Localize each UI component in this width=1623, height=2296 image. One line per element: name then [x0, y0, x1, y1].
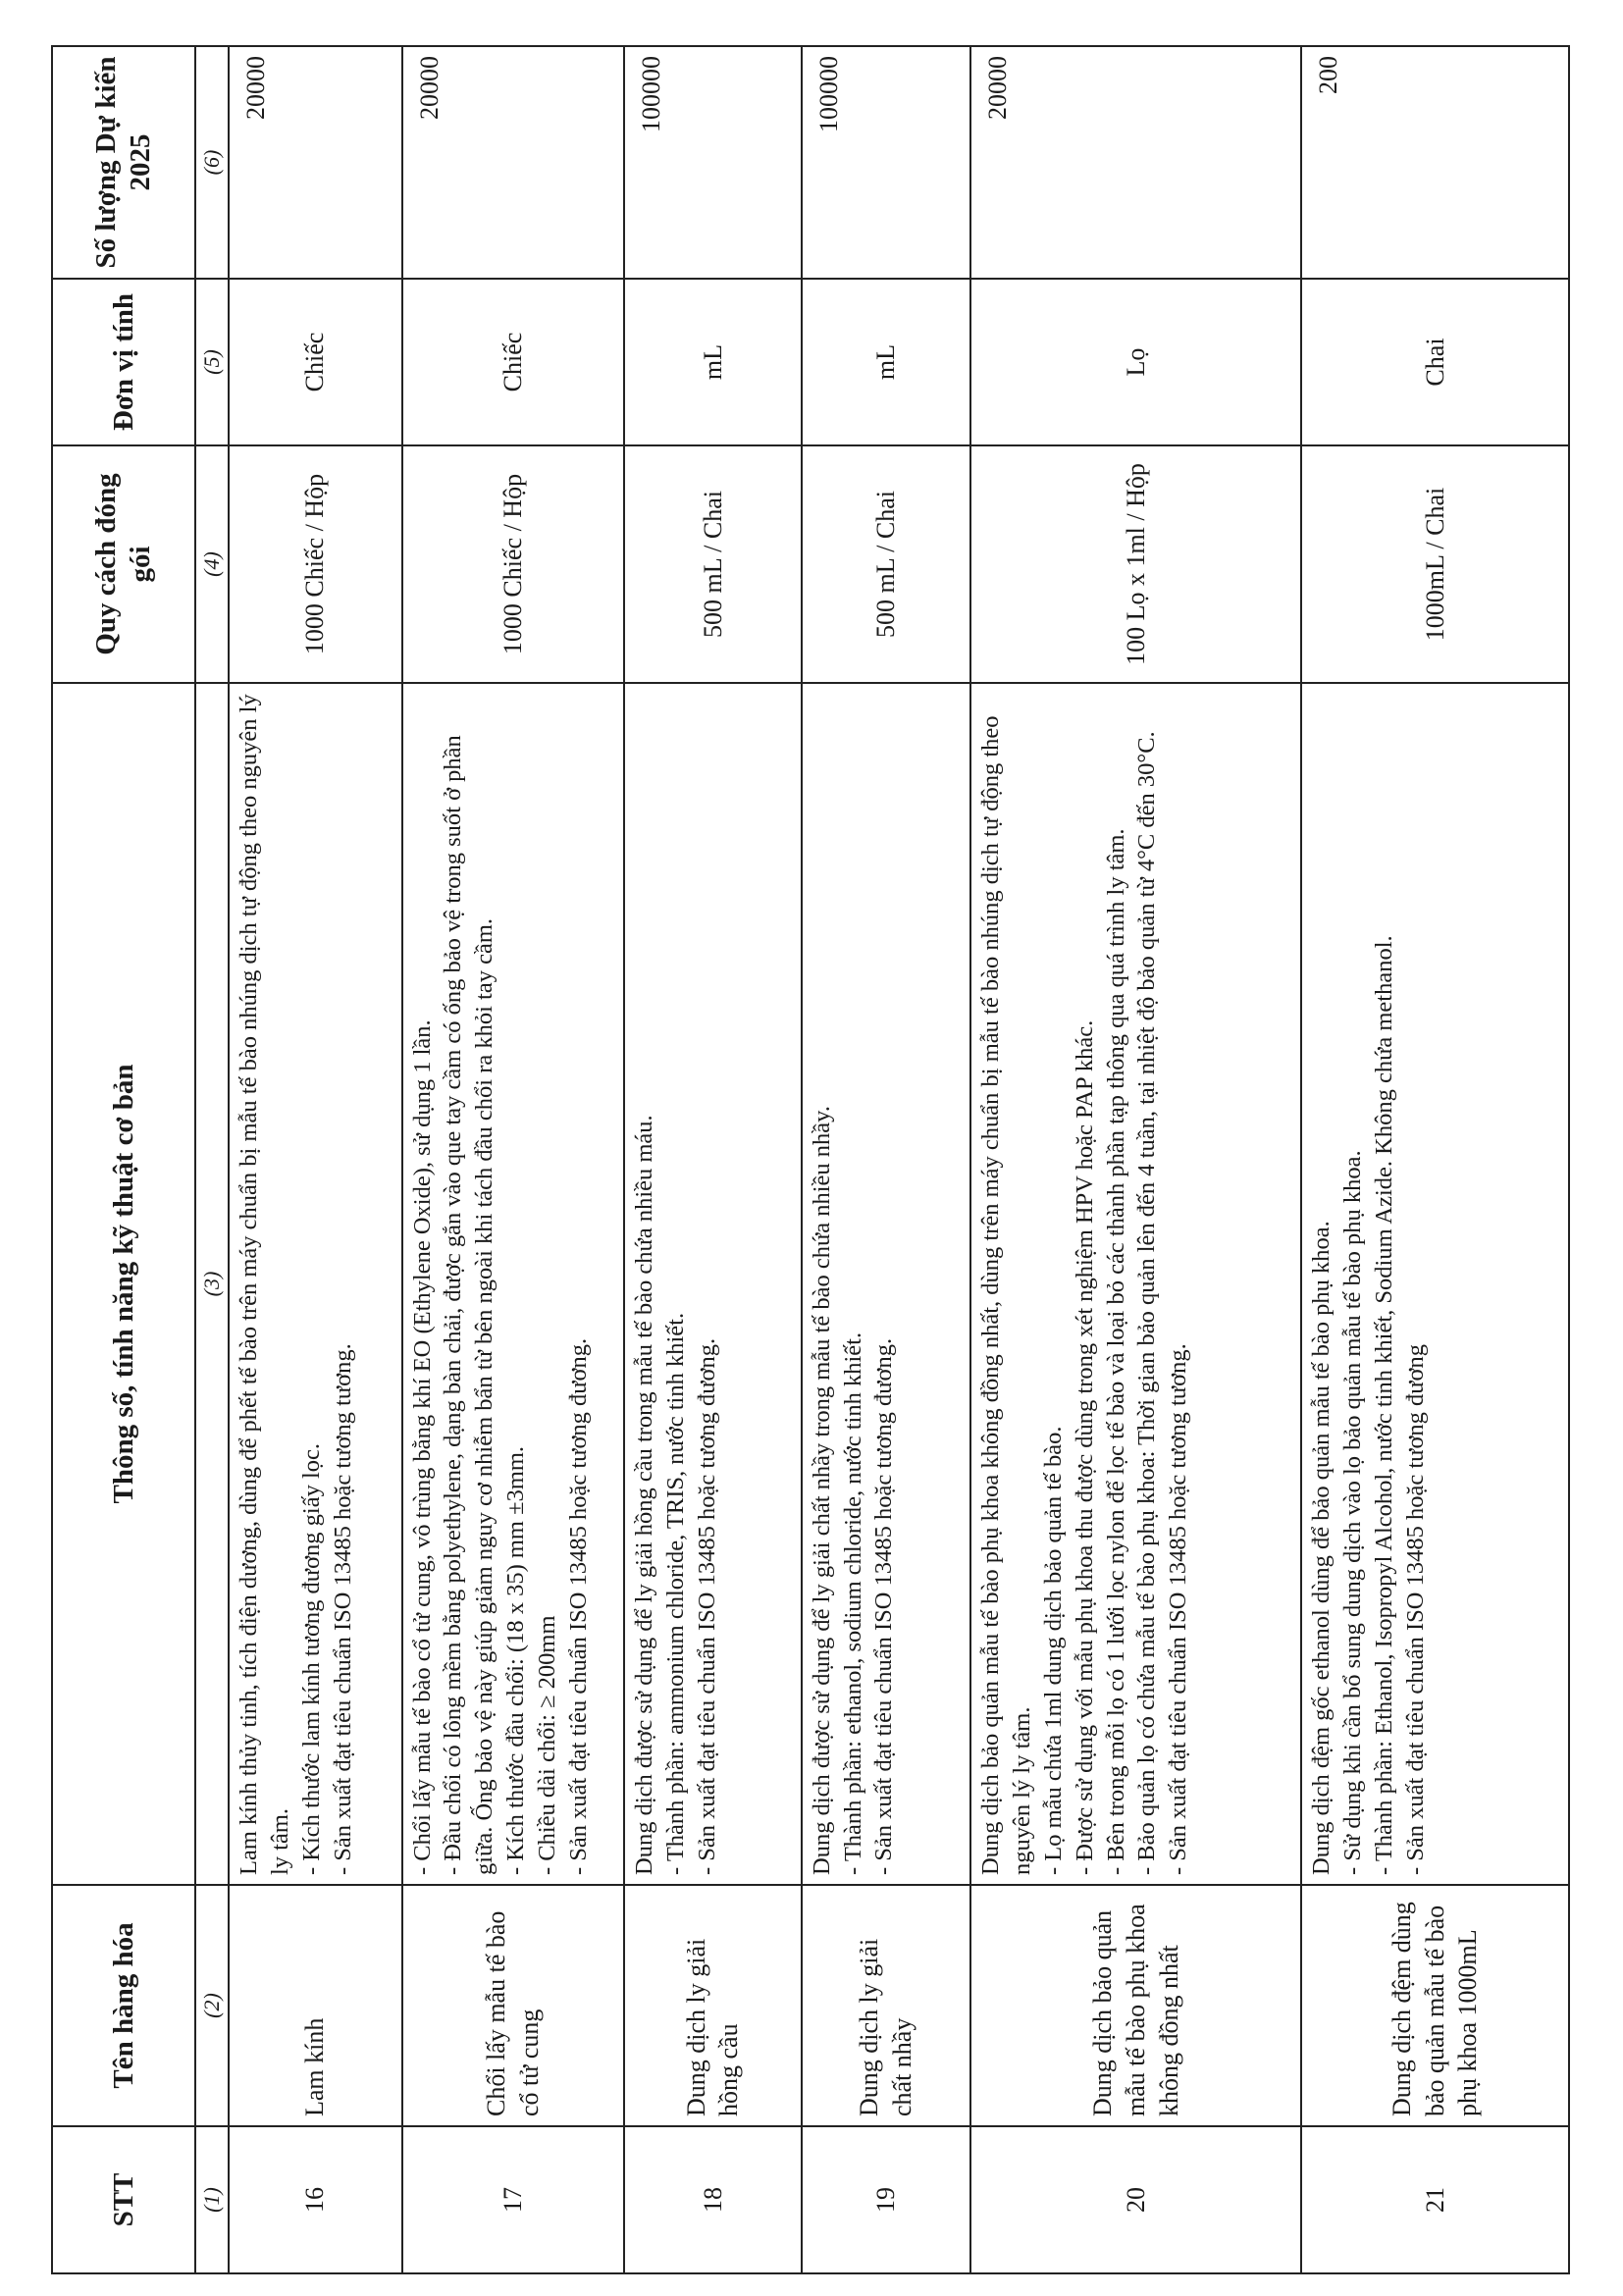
row-product-name: Dung dịch ly giải hồng cầu	[624, 1885, 802, 2126]
row-product-name: Dung dịch ly giải chất nhầy	[802, 1885, 971, 2126]
rotated-page	[51, 47, 1570, 2274]
spec-line: Dung dịch đệm gốc ethanol dùng để bảo quản mẫu tế bào phụ khoa.	[1308, 1221, 1335, 1875]
spec-line: - Sản xuất đạt tiêu chuẩn ISO 13485 hoặc tương tương.	[329, 1343, 356, 1875]
row-packaging: 100 Lọ x 1ml / Hộp	[970, 445, 1301, 683]
spec-line: Dung dịch được sử dụng để ly giải hồng cầu trong mẫu tế bào chứa nhiều máu.	[631, 1115, 658, 1875]
row-quantity: 20000	[970, 46, 1301, 279]
table-row	[624, 46, 802, 2273]
row-stt: 17	[402, 2126, 625, 2273]
table-row	[970, 46, 1301, 2273]
spec-line: - Sản xuất đạt tiêu chuẩn ISO 13485 hoặc tương tương.	[1165, 1343, 1192, 1875]
column-index: (3)	[195, 683, 229, 1885]
spec-line: - Được sử dụng với mẫu phụ khoa thu được dùng trong xét nghiệm HPV hoặc PAP khác.	[1071, 1019, 1098, 1875]
column-index-row	[195, 46, 229, 2273]
spec-line: - Kích thước đầu chổi: (18 x 35) mm ±3mm.	[502, 1445, 530, 1875]
row-quantity: 200	[1301, 46, 1569, 279]
row-packaging: 1000 Chiếc / Hộp	[402, 445, 625, 683]
row-packaging: 500 mL / Chai	[802, 445, 971, 683]
row-unit: mL	[624, 279, 802, 445]
spec-line: - Chiều dài chổi: ≥ 200mm	[533, 1615, 560, 1875]
row-quantity: 20000	[229, 46, 402, 279]
row-stt: 20	[970, 2126, 1301, 2273]
header-row	[52, 46, 195, 2273]
header-qty: Số lượng Dự kiến 2025	[52, 46, 195, 279]
column-index: (1)	[195, 2126, 229, 2273]
row-packaging: 1000 Chiếc / Hộp	[229, 445, 402, 683]
row-spec	[402, 683, 625, 1885]
row-product-name: Dung dịch bảo quản mẫu tế bào phụ khoa không đồng nhất	[970, 1885, 1301, 2126]
spec-line: - Kích thước lam kính tương đương giấy lọc.	[297, 1442, 325, 1875]
table-row	[802, 46, 971, 2273]
spec-line: - Bảo quản lọ có chứa mẫu tế bào phụ khoa: Thời gian bảo quản lên đến 4 tuần, tại nhiệt độ bảo quản từ 4°C đến 30°C.	[1133, 731, 1161, 1875]
header-pack: Quy cách đóng gói	[52, 445, 195, 683]
row-spec	[624, 683, 802, 1885]
row-packaging: 1000mL / Chai	[1301, 445, 1569, 683]
spec-line: Dung dịch được sử dụng để ly giải chất nhầy trong mẫu tế bào chứa nhiều nhầy.	[808, 1106, 835, 1875]
column-index: (4)	[195, 445, 229, 683]
spec-line: - Sản xuất đạt tiêu chuẩn ISO 13485 hoặc tương đương.	[693, 1337, 720, 1875]
row-stt: 19	[802, 2126, 971, 2273]
row-unit: Chiếc	[402, 279, 625, 445]
table-row	[1301, 46, 1569, 2273]
spec-line: - Chổi lấy mẫu tế bào cổ tử cung, vô trùng bằng khí EO (Ethylene Oxide), sử dụng 1 lần.	[408, 1019, 436, 1875]
row-product-name: Chổi lấy mẫu tế bào cổ tử cung	[402, 1885, 625, 2126]
spec-line: - Sử dụng khi cần bổ sung dung dịch vào lọ bảo quản mẫu tế bào phụ khoa.	[1339, 1150, 1367, 1875]
row-quantity: 100000	[624, 46, 802, 279]
spec-line: - Sản xuất đạt tiêu chuẩn ISO 13485 hoặc tương đương.	[870, 1337, 898, 1875]
spec-line: - Sản xuất đạt tiêu chuẩn ISO 13485 hoặc tương đương.	[564, 1337, 592, 1875]
header-stt: STT	[52, 2126, 195, 2273]
row-stt: 18	[624, 2126, 802, 2273]
header-spec: Thông số, tính năng kỹ thuật cơ bản	[52, 683, 195, 1885]
row-spec	[970, 683, 1301, 1885]
row-unit: mL	[802, 279, 971, 445]
spec-line: - Lọ mẫu chứa 1ml dung dịch bảo quản tế bào.	[1039, 1426, 1067, 1875]
table-row	[229, 46, 402, 2273]
row-spec	[802, 683, 971, 1885]
row-quantity: 100000	[802, 46, 971, 279]
spec-line: - Thành phần: ammonium chloride, TRIS, nước tinh khiết.	[662, 1312, 690, 1875]
column-index: (5)	[195, 279, 229, 445]
spec-line: - Thành phần: Ethanol, Isopropyl Alcohol, nước tinh khiết, Sodium Azide. Không chứa methanol.	[1370, 935, 1397, 1875]
spec-line: - Sản xuất đạt tiêu chuẩn ISO 13485 hoặc tương đương	[1401, 1343, 1429, 1875]
row-unit: Chai	[1301, 279, 1569, 445]
column-index: (2)	[195, 1885, 229, 2126]
header-name: Tên hàng hóa	[52, 1885, 195, 2126]
spec-line: - Thành phần: ethanol, sodium chloride, nước tinh khiết.	[839, 1331, 866, 1875]
row-spec	[229, 683, 402, 1885]
row-spec	[1301, 683, 1569, 1885]
spec-line: Lam kính thủy tinh, tích điện dương, dùng để phết tế bào trên máy chuẩn bị mẫu tế bào nhúng dịch tự động theo nguyên lý ly tâm.	[236, 694, 293, 1875]
header-unit: Đơn vị tính	[52, 279, 195, 445]
spec-line: - Đầu chổi có lông mềm bằng polyethylene, dạng bàn chải, được gắn vào que tay cầm có ống bảo vệ trong suốt ở phần giữa. Ống bảo vệ này giúp giảm nguy cơ nhiễm bẩn từ bên ngoài khi tách đầu chổi ra khỏi tay cầm.	[440, 735, 498, 1875]
row-stt: 16	[229, 2126, 402, 2273]
row-product-name: Dung dịch đệm dùng bảo quản mẫu tế bào phụ khoa 1000mL	[1301, 1885, 1569, 2126]
row-packaging: 500 mL / Chai	[624, 445, 802, 683]
row-unit: Chiếc	[229, 279, 402, 445]
product-spec-table	[51, 45, 1570, 2274]
spec-line: Dung dịch bảo quản mẫu tế bào phụ khoa không đồng nhất, dùng trên máy chuẩn bị mẫu tế bào nhúng dịch tự động theo nguyên lý ly tâm.	[977, 715, 1036, 1875]
row-stt: 21	[1301, 2126, 1569, 2273]
row-product-name: Lam kính	[229, 1885, 402, 2126]
row-unit: Lọ	[970, 279, 1301, 445]
column-index: (6)	[195, 46, 229, 279]
table-row	[402, 46, 625, 2273]
spec-line: - Bên trong mỗi lọ có 1 lưới lọc nylon để lọc tế bào và loại bỏ các thành phần tạp thông qua quá trình ly tâm.	[1102, 828, 1129, 1875]
row-quantity: 20000	[402, 46, 625, 279]
